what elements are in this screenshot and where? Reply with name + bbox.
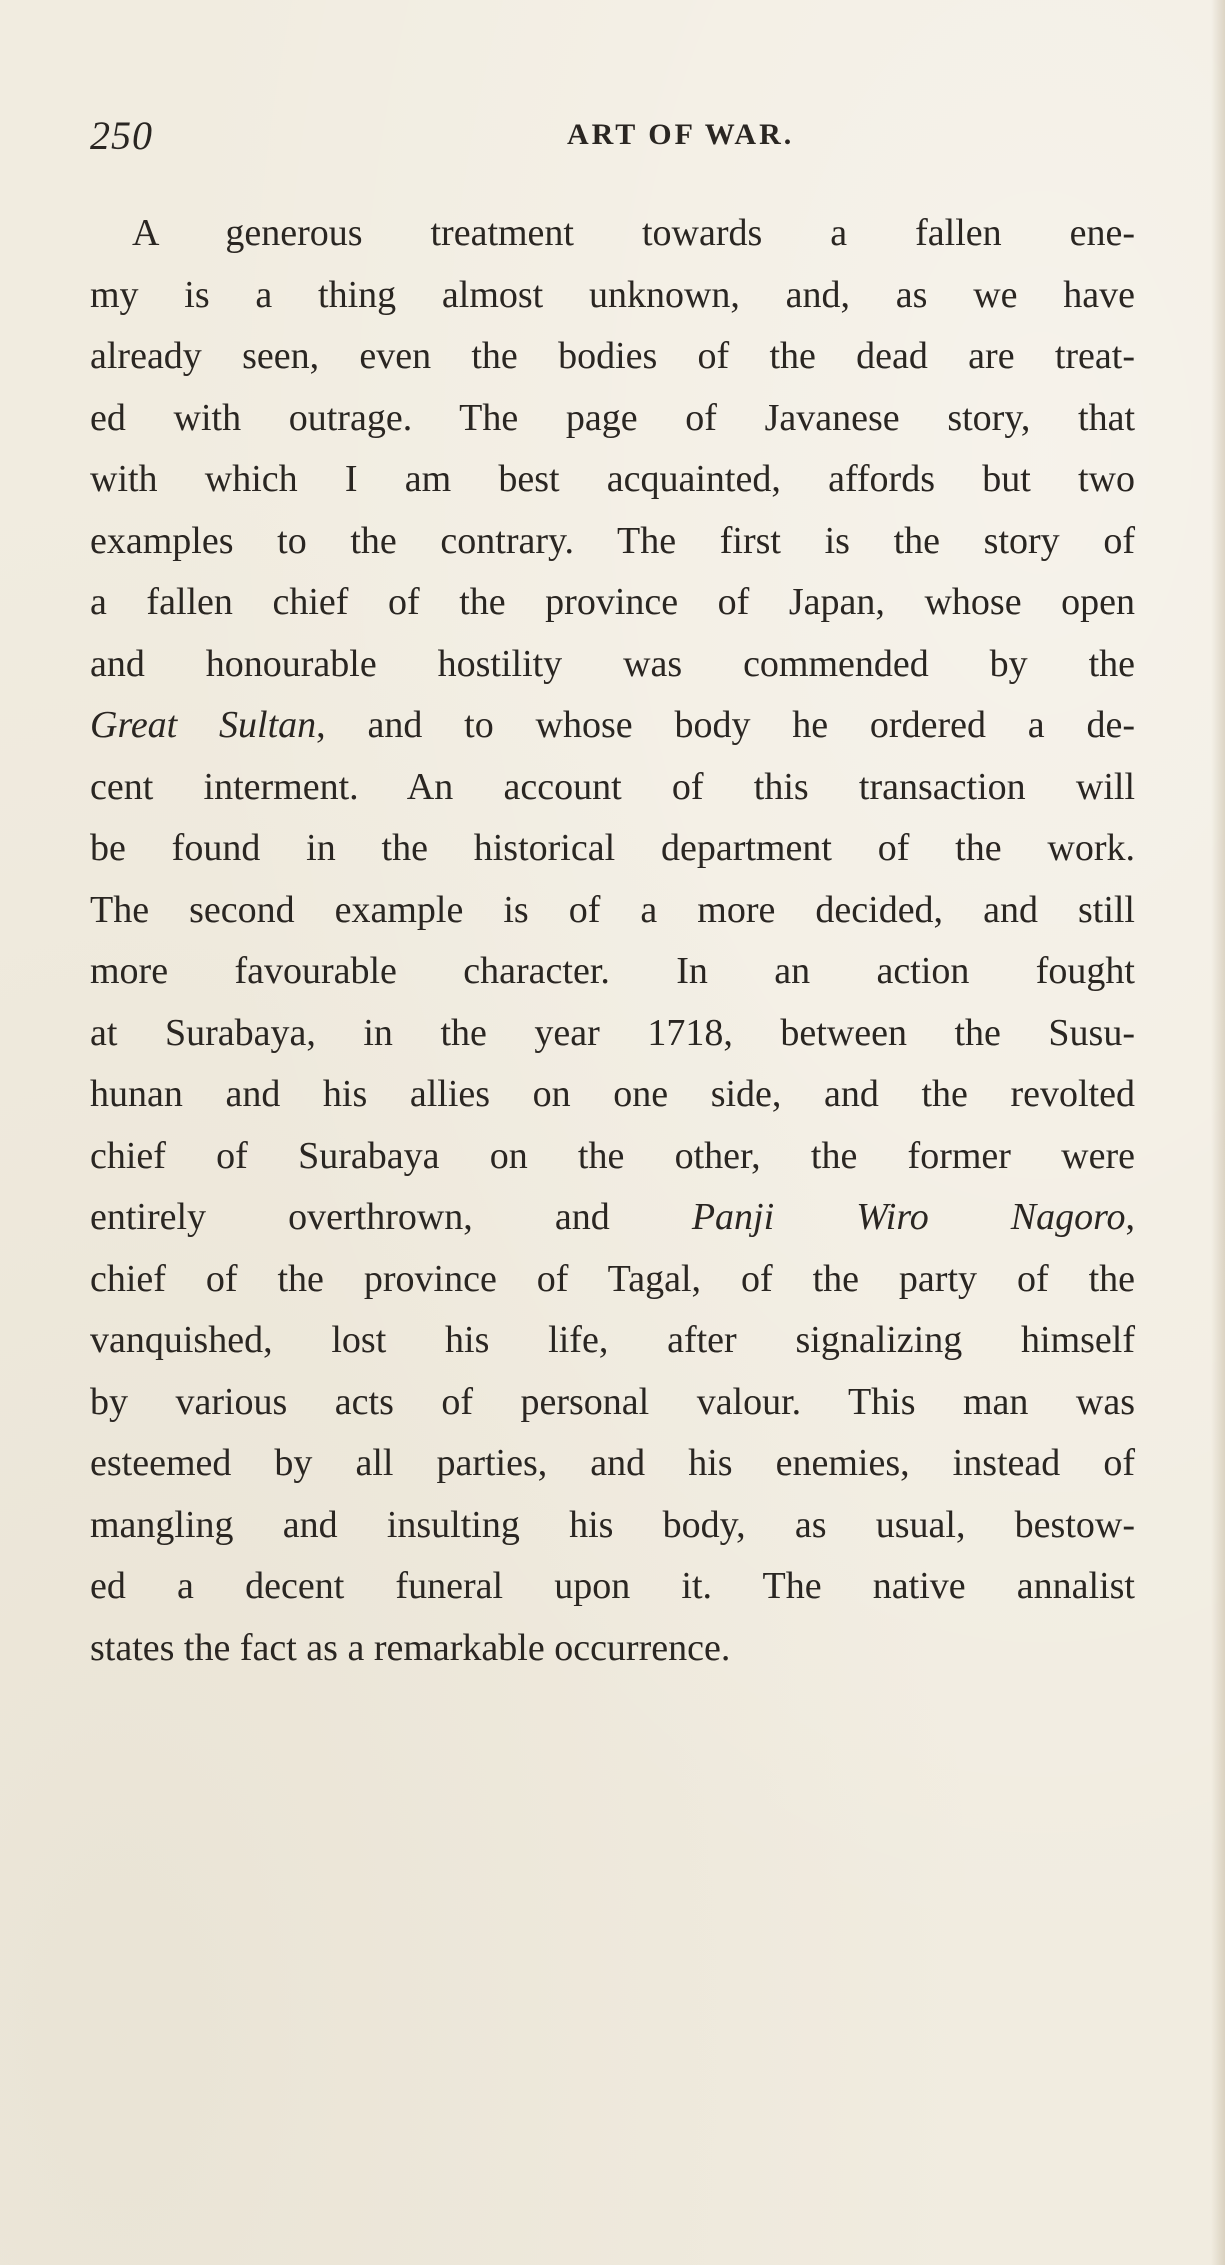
text-line	[90, 1556, 1135, 1618]
text-segment: cent interment. An account of this transaction will	[90, 765, 1135, 808]
text-segment: and honourable hostility was commended by the	[90, 642, 1135, 685]
text-segment: with which I am best acquainted, affords but two	[90, 458, 1135, 500]
text-line	[90, 1126, 1135, 1188]
text-segment: ,	[1125, 1196, 1135, 1238]
text-segment: mangling and insulting his body, as usual, bestow-	[90, 1503, 1135, 1546]
text-line	[90, 634, 1135, 696]
text-line	[90, 1433, 1135, 1495]
text-segment: , and to whose body he ordered a de-	[316, 704, 1135, 746]
text-line	[90, 511, 1135, 573]
text-segment: ed with outrage. The page of Javanese story, that	[90, 396, 1135, 439]
text-segment: A generous treatment towards a fallen ene-	[132, 212, 1135, 254]
text-segment: by various acts of personal valour. This man was	[90, 1380, 1135, 1423]
text-segment: The second example is of a more decided, and still	[90, 888, 1135, 931]
text-segment: states the fact as a remarkable occurrence.	[90, 1626, 731, 1669]
running-head: ART OF WAR.	[567, 118, 795, 151]
text-line	[90, 1003, 1135, 1065]
text-segment: chief of Surabaya on the other, the former were	[90, 1134, 1135, 1177]
text-segment: at Surabaya, in the year 1718, between the Susu-	[90, 1011, 1135, 1054]
page-header	[90, 112, 1135, 162]
text-line	[90, 449, 1135, 511]
text-segment: a fallen chief of the province of Japan, whose open	[90, 581, 1135, 623]
text-line	[90, 1249, 1135, 1311]
text-segment: my is a thing almost unknown, and, as we have	[90, 273, 1135, 316]
italic-text: Panji Wiro Nagoro	[691, 1196, 1126, 1238]
text-segment: more favourable character. In an action fought	[90, 950, 1135, 992]
text-segment: entirely overthrown, and	[90, 1196, 692, 1238]
text-line	[90, 695, 1135, 757]
text-line	[90, 326, 1135, 388]
text-line	[90, 265, 1135, 327]
text-segment: already seen, even the bodies of the dead are treat-	[90, 335, 1135, 377]
text-line	[90, 880, 1135, 942]
text-line	[90, 1618, 1135, 1680]
text-line	[90, 1372, 1135, 1434]
text-segment: hunan and his allies on one side, and the revolted	[90, 1073, 1135, 1115]
text-line	[90, 818, 1135, 880]
italic-text: Great Sultan	[90, 704, 317, 746]
text-line	[90, 1310, 1135, 1372]
page-number: 250	[90, 113, 153, 158]
text-line	[90, 1495, 1135, 1557]
text-line	[90, 1187, 1135, 1249]
text-segment: vanquished, lost his life, after signalizing himself	[90, 1319, 1135, 1361]
body-paragraph	[90, 203, 1135, 1679]
text-line	[90, 388, 1135, 450]
page-edge-shadow	[1211, 0, 1225, 2265]
text-segment: chief of the province of Tagal, of the party of the	[90, 1257, 1135, 1300]
text-segment: examples to the contrary. The first is the story of	[90, 519, 1135, 562]
text-line	[90, 1064, 1135, 1126]
text-segment: be found in the historical department of the work.	[90, 827, 1135, 869]
text-line	[90, 203, 1135, 265]
text-line	[90, 757, 1135, 819]
text-line	[90, 572, 1135, 634]
text-line	[90, 941, 1135, 1003]
text-segment: esteemed by all parties, and his enemies, instead of	[90, 1442, 1135, 1484]
text-segment: ed a decent funeral upon it. The native annalist	[90, 1565, 1135, 1607]
